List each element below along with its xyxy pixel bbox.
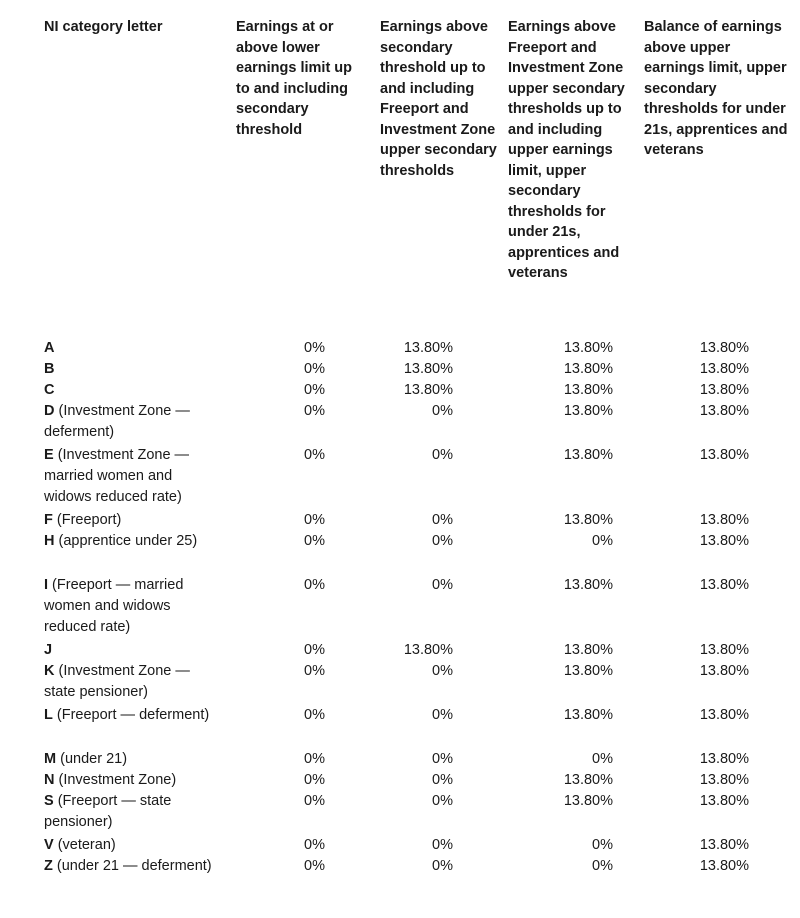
category-letter: J bbox=[44, 642, 53, 658]
rate-cell: 13.80% bbox=[563, 663, 613, 679]
rate-cell: 0% bbox=[304, 361, 325, 377]
rate-cell: 13.80% bbox=[563, 642, 613, 658]
ni-category-cell bbox=[44, 856, 219, 877]
rate-cell: 13.80% bbox=[563, 382, 613, 398]
category-letter: F bbox=[44, 512, 53, 528]
ni-category-cell bbox=[44, 380, 219, 401]
rate-cell: 13.80% bbox=[699, 793, 749, 809]
table-row bbox=[0, 359, 800, 380]
category-letter: E bbox=[44, 447, 54, 463]
ni-category-cell bbox=[44, 705, 219, 726]
rate-cell: 13.80% bbox=[403, 382, 453, 398]
header-lel-to-secondary-threshold: Earnings at or above lower earnings limit up to and including secondary threshold bbox=[236, 19, 353, 138]
ni-category-cell bbox=[44, 661, 219, 703]
ni-category-cell bbox=[44, 445, 219, 508]
rate-cell: 0% bbox=[304, 772, 325, 788]
table-row bbox=[0, 445, 800, 510]
ni-category-cell bbox=[44, 401, 219, 443]
category-description: (under 21) bbox=[56, 751, 128, 767]
rate-cell: 13.80% bbox=[563, 793, 613, 809]
rate-cell: 0% bbox=[432, 751, 453, 767]
table-row bbox=[0, 791, 800, 835]
table-row bbox=[0, 835, 800, 856]
header-balance-above-upper-limit: Balance of earnings above upper earnings limit, upper secondary thresholds for under 21s, apprentices and veterans bbox=[644, 19, 788, 158]
rate-cell: 13.80% bbox=[403, 361, 453, 377]
rate-cell: 0% bbox=[304, 512, 325, 528]
rate-cell: 13.80% bbox=[563, 772, 613, 788]
table-row bbox=[0, 705, 800, 749]
rate-cell: 0% bbox=[304, 403, 325, 419]
rate-cell: 0% bbox=[304, 663, 325, 679]
table-row bbox=[0, 575, 800, 640]
table-row bbox=[0, 661, 800, 705]
rate-cell: 13.80% bbox=[699, 512, 749, 528]
rate-cell: 0% bbox=[432, 793, 453, 809]
category-letter: D bbox=[44, 403, 55, 419]
rate-cell: 13.80% bbox=[563, 707, 613, 723]
rate-cell: 0% bbox=[432, 512, 453, 528]
ni-category-cell bbox=[44, 531, 219, 552]
category-description: (apprentice under 25) bbox=[54, 533, 198, 549]
rate-cell: 13.80% bbox=[563, 447, 613, 463]
rate-cell: 13.80% bbox=[699, 340, 749, 356]
category-description: (Freeport — married women and widows reduced rate) bbox=[44, 577, 184, 635]
table-row bbox=[0, 380, 800, 401]
rate-cell: 0% bbox=[592, 858, 613, 874]
rate-cell: 0% bbox=[304, 751, 325, 767]
rate-cell: 13.80% bbox=[699, 382, 749, 398]
rate-cell: 13.80% bbox=[699, 707, 749, 723]
category-letter: M bbox=[44, 751, 57, 767]
header-ni-category: NI category letter bbox=[44, 19, 163, 35]
rate-cell: 0% bbox=[432, 577, 453, 593]
rate-cell: 13.80% bbox=[699, 751, 749, 767]
category-description: (veteran) bbox=[53, 837, 116, 853]
rate-cell: 13.80% bbox=[699, 577, 749, 593]
rate-cell: 0% bbox=[432, 403, 453, 419]
rate-cell: 13.80% bbox=[699, 663, 749, 679]
rate-cell: 0% bbox=[304, 577, 325, 593]
table-row bbox=[0, 640, 800, 661]
category-letter: C bbox=[44, 382, 55, 398]
ni-category-cell bbox=[44, 835, 219, 856]
rate-cell: 0% bbox=[304, 642, 325, 658]
category-letter: H bbox=[44, 533, 55, 549]
category-description: (under 21 — deferment) bbox=[52, 858, 212, 874]
category-letter: Z bbox=[44, 858, 53, 874]
rate-cell: 13.80% bbox=[403, 642, 453, 658]
category-description: (Freeport — state pensioner) bbox=[44, 793, 172, 830]
rate-cell: 13.80% bbox=[699, 361, 749, 377]
category-description: (Freeport — deferment) bbox=[52, 707, 210, 723]
rate-cell: 13.80% bbox=[563, 577, 613, 593]
ni-category-cell bbox=[44, 791, 219, 833]
header-secondary-to-freeport-threshold: Earnings above secondary threshold up to and including Freeport and Investment Zone upper secondary thresholds bbox=[380, 19, 497, 179]
category-letter: S bbox=[44, 793, 54, 809]
rate-cell: 0% bbox=[304, 858, 325, 874]
rate-cell: 0% bbox=[432, 772, 453, 788]
table-row bbox=[0, 749, 800, 770]
rate-cell: 13.80% bbox=[563, 361, 613, 377]
table-row bbox=[0, 338, 800, 359]
table-row bbox=[0, 770, 800, 791]
ni-category-cell bbox=[44, 510, 219, 531]
category-description: (Investment Zone) bbox=[54, 772, 177, 788]
rate-cell: 13.80% bbox=[563, 403, 613, 419]
rate-cell: 0% bbox=[304, 837, 325, 853]
rate-cell: 13.80% bbox=[699, 533, 749, 549]
ni-category-cell bbox=[44, 359, 219, 380]
category-letter: L bbox=[44, 707, 53, 723]
header-freeport-to-upper-earnings-limit: Earnings above Freeport and Investment Zone upper secondary thresholds up to and including upper earnings limit, upper secondary thresholds for under 21s, apprentices and veterans bbox=[508, 19, 625, 281]
rate-cell: 13.80% bbox=[563, 340, 613, 356]
rate-cell: 0% bbox=[304, 447, 325, 463]
rate-cell: 0% bbox=[304, 793, 325, 809]
ni-category-cell bbox=[44, 640, 219, 661]
rate-cell: 13.80% bbox=[699, 772, 749, 788]
rate-cell: 13.80% bbox=[699, 837, 749, 853]
table-row bbox=[0, 856, 800, 900]
rate-cell: 13.80% bbox=[699, 447, 749, 463]
rate-cell: 0% bbox=[592, 751, 613, 767]
rate-cell: 0% bbox=[432, 533, 453, 549]
ni-category-cell bbox=[44, 338, 219, 359]
ni-category-cell bbox=[44, 749, 219, 770]
category-description: (Investment Zone — state pensioner) bbox=[44, 663, 190, 700]
rate-cell: 0% bbox=[432, 858, 453, 874]
table-row bbox=[0, 531, 800, 575]
category-description: (Investment Zone — deferment) bbox=[44, 403, 190, 440]
rate-cell: 0% bbox=[592, 533, 613, 549]
rate-cell: 13.80% bbox=[563, 512, 613, 528]
rate-cell: 0% bbox=[592, 837, 613, 853]
category-description: (Freeport) bbox=[52, 512, 122, 528]
rate-cell: 0% bbox=[304, 533, 325, 549]
category-description: (Investment Zone — married women and widows reduced rate) bbox=[44, 447, 190, 505]
category-letter: B bbox=[44, 361, 55, 377]
rate-cell: 0% bbox=[304, 707, 325, 723]
rate-cell: 13.80% bbox=[699, 642, 749, 658]
rate-cell: 13.80% bbox=[699, 403, 749, 419]
rate-cell: 0% bbox=[432, 663, 453, 679]
rate-cell: 0% bbox=[432, 707, 453, 723]
category-letter: N bbox=[44, 772, 55, 788]
ni-category-cell bbox=[44, 770, 219, 791]
rate-cell: 13.80% bbox=[403, 340, 453, 356]
table-row bbox=[0, 401, 800, 445]
table-row bbox=[0, 510, 800, 531]
rate-cell: 0% bbox=[304, 340, 325, 356]
category-letter: V bbox=[44, 837, 54, 853]
category-letter: I bbox=[44, 577, 49, 593]
rate-cell: 0% bbox=[432, 447, 453, 463]
category-letter: K bbox=[44, 663, 55, 679]
ni-category-cell bbox=[44, 575, 219, 638]
table-body bbox=[0, 338, 800, 900]
category-letter: A bbox=[44, 340, 55, 356]
table-header bbox=[0, 17, 800, 297]
rate-cell: 0% bbox=[432, 837, 453, 853]
rate-cell: 0% bbox=[304, 382, 325, 398]
rate-cell: 13.80% bbox=[699, 858, 749, 874]
